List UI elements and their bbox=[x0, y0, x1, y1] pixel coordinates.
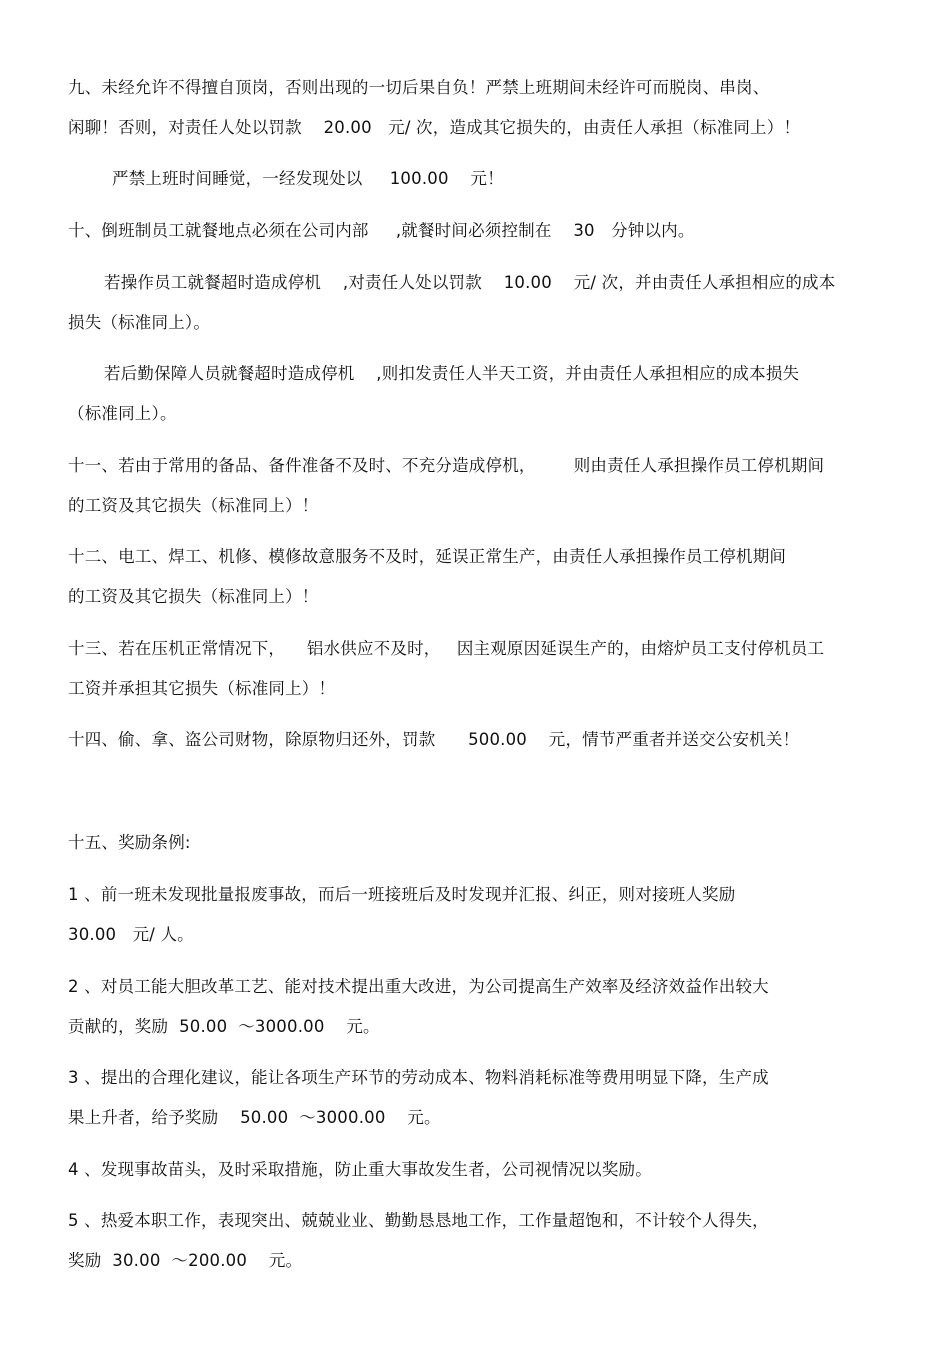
text-line: 十一、若由于常用的备品、备件准备不及时、不充分造成停机， 则由责任人承担操作员工停机期间 bbox=[68, 456, 825, 475]
text-line: 的工资及其它损失（标准同上）！ bbox=[68, 496, 319, 515]
text-line: 十四、偷、拿、盗公司财物，除原物归还外，罚款 500.00 元，情节严重者并送交公安机关！ bbox=[68, 730, 800, 749]
text-line: 若后勤保障人员就餐超时造成停机 ,则扣发责任人半天工资，并由责任人承担相应的成本损失 bbox=[104, 364, 800, 383]
text-line: 4 、发现事故苗头，及时采取措施，防止重大事故发生者，公司视情况以奖励。 bbox=[68, 1160, 652, 1179]
text-line: 5 、热爱本职工作，表现突出、兢兢业业、勤勤恳恳地工作，工作量超饱和，不计较个人得失， bbox=[68, 1211, 769, 1230]
text-line: 的工资及其它损失（标准同上）！ bbox=[68, 587, 319, 606]
text-line: 十二、电工、焊工、机修、模修故意服务不及时，延误正常生产，由责任人承担操作员工停机期间 bbox=[68, 547, 787, 566]
text-line: 3 、提出的合理化建议，能让各项生产环节的劳动成本、物料消耗标准等费用明显下降，生产成 bbox=[68, 1068, 769, 1087]
text-line: （标准同上）。 bbox=[68, 404, 177, 423]
text-line: 损失（标准同上）。 bbox=[68, 313, 211, 332]
section-heading: 十五、奖励条例: bbox=[68, 833, 191, 852]
text-line: 工资并承担其它损失（标准同上）！ bbox=[68, 679, 336, 698]
text-line: 九、未经允许不得擅自顶岗，否则出现的一切后果自负！严禁上班期间未经许可而脱岗、串岗、 bbox=[68, 78, 770, 97]
text-line: 2 、对员工能大胆改革工艺、能对技术提出重大改进，为公司提高生产效率及经济效益作出较大 bbox=[68, 977, 769, 996]
text-line: 闲聊！否则，对责任人处以罚款 20.00 元/ 次，造成其它损失的，由责任人承担（标准同上）！ bbox=[68, 118, 801, 137]
text-line: 严禁上班时间睡觉，一经发现处以 100.00 元！ bbox=[112, 169, 504, 188]
text-line: 果上升者，给予奖励 50.00 ～3000.00 元。 bbox=[68, 1108, 441, 1127]
text-line: 30.00 元/ 人。 bbox=[68, 925, 194, 944]
text-line: 奖励 30.00 ～200.00 元。 bbox=[68, 1251, 303, 1270]
text-line: 贡献的，奖励 50.00 ～3000.00 元。 bbox=[68, 1017, 380, 1036]
text-line: 若操作员工就餐超时造成停机 ,对责任人处以罚款 10.00 元/ 次，并由责任人承担相应的成本 bbox=[104, 273, 836, 292]
text-line: 1 、前一班未发现批量报废事故，而后一班接班后及时发现并汇报、纠正，则对接班人奖励 bbox=[68, 885, 736, 904]
text-line: 十三、若在压机正常情况下， 铝水供应不及时， 因主观原因延误生产的，由熔炉员工支付停机员工 bbox=[68, 639, 825, 658]
text-line: 十、倒班制员工就餐地点必须在公司内部 ,就餐时间必须控制在 30 分钟以内。 bbox=[68, 221, 695, 240]
